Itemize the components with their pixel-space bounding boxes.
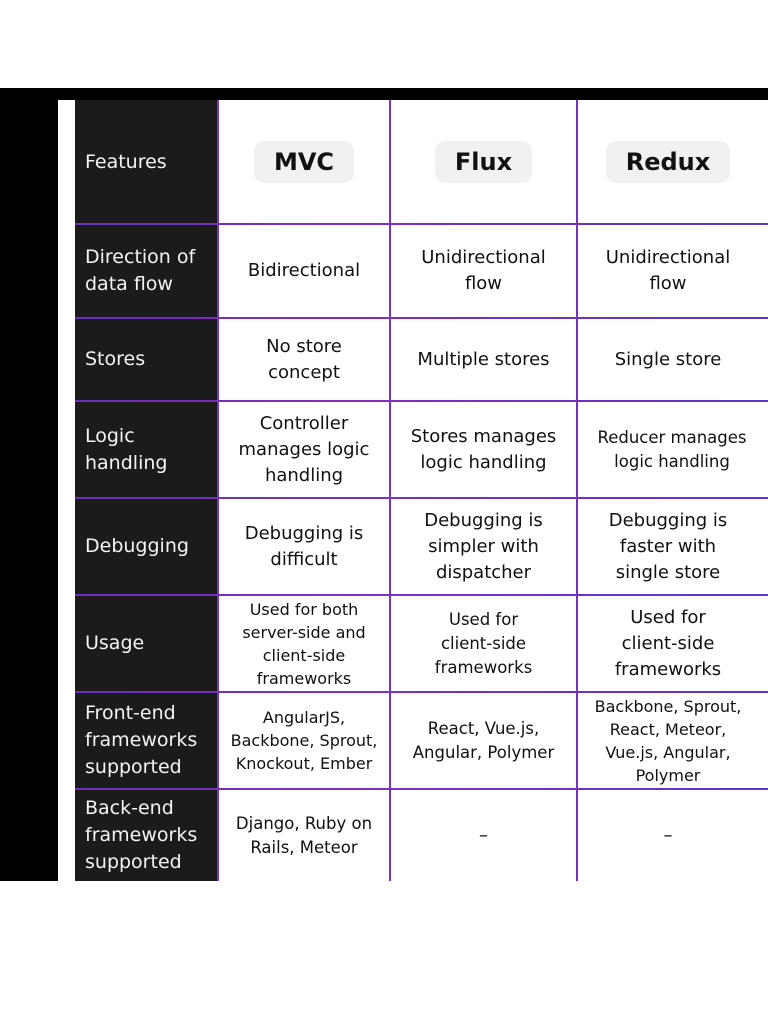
top-black-bar [0,88,768,100]
row-stores-mvc [219,319,389,400]
row-logic-mvc [219,402,389,497]
feature-label: Front-end frameworks supported [85,702,198,778]
cell-text: Backbone, Sprout, React, Meteor, Vue.js, Angular, Polymer [594,696,742,785]
header-features-label: Features [85,150,167,173]
row-backend-redux [578,790,758,881]
row-backend-mvc [219,790,389,881]
cell-text: No store concept [266,335,342,383]
row-backend-flux [391,790,576,881]
cell-text: Multiple stores [417,348,550,370]
header-mvc [219,100,389,224]
cell-text: Unidirectional flow [421,247,546,294]
cell-text: Django, Ruby on Rails, Meteor [235,813,373,857]
row-direction-flux [391,225,576,317]
cell-text: Controller manages logic handling [238,412,370,486]
cell-text: React, Vue.js, Angular, Polymer [412,718,555,762]
row-debugging-feature [75,499,218,594]
row-frontend-mvc [219,693,389,788]
row-direction-redux [578,225,758,317]
row-logic-feature [75,402,218,497]
left-black-bar [0,88,58,881]
feature-label: Usage [85,632,145,654]
row-direction-feature [75,225,218,317]
header-mvc-label: MVC [254,141,354,183]
row-usage-feature [75,596,218,691]
header-flux [391,100,576,224]
cell-text: AngularJS, Backbone, Sprout, Knockout, Ember [230,708,378,773]
row-direction-mvc [219,225,389,317]
cell-text: Reducer manages logic handling [597,427,747,471]
cell-text: Debugging is simpler with dispatcher [424,509,543,583]
cell-text: Used for client-side frameworks [614,606,722,680]
row-debugging-flux [391,499,576,594]
row-debugging-redux [578,499,758,594]
left-white-gap [58,100,75,881]
row-logic-flux [391,402,576,497]
cell-text: Used for client-side frameworks [434,609,533,677]
cell-text: Bidirectional [247,260,361,281]
row-stores-redux [578,319,758,400]
row-stores-flux [391,319,576,400]
row-backend-feature [75,790,218,881]
header-redux-label: Redux [606,141,731,183]
cell-text: Debugging is difficult [244,522,364,570]
cell-text: – [663,824,673,846]
cell-text: – [479,824,488,846]
cell-text: Stores manages logic handling [410,425,557,473]
cell-text: Used for both server-side and client-side frameworks [242,599,366,688]
row-frontend-feature [75,693,218,788]
row-debugging-mvc [219,499,389,594]
cell-text: Debugging is faster with single store [608,509,728,583]
row-frontend-redux [578,693,758,788]
row-stores-feature [75,319,218,400]
header-flux-label: Flux [435,141,532,183]
row-usage-redux [578,596,758,691]
cell-text: Single store [614,348,722,370]
header-redux [578,100,758,224]
header-features [75,100,218,224]
feature-label: Debugging [85,535,189,557]
feature-label: Direction of data flow [85,246,196,295]
row-usage-flux [391,596,576,691]
row-frontend-flux [391,693,576,788]
feature-label: Stores [85,348,146,370]
cell-text: Unidirectional flow [605,247,731,294]
feature-label: Back-end frameworks supported [85,797,198,873]
row-usage-mvc [219,596,389,691]
row-logic-redux [578,402,766,497]
feature-label: Logic handling [85,424,168,474]
